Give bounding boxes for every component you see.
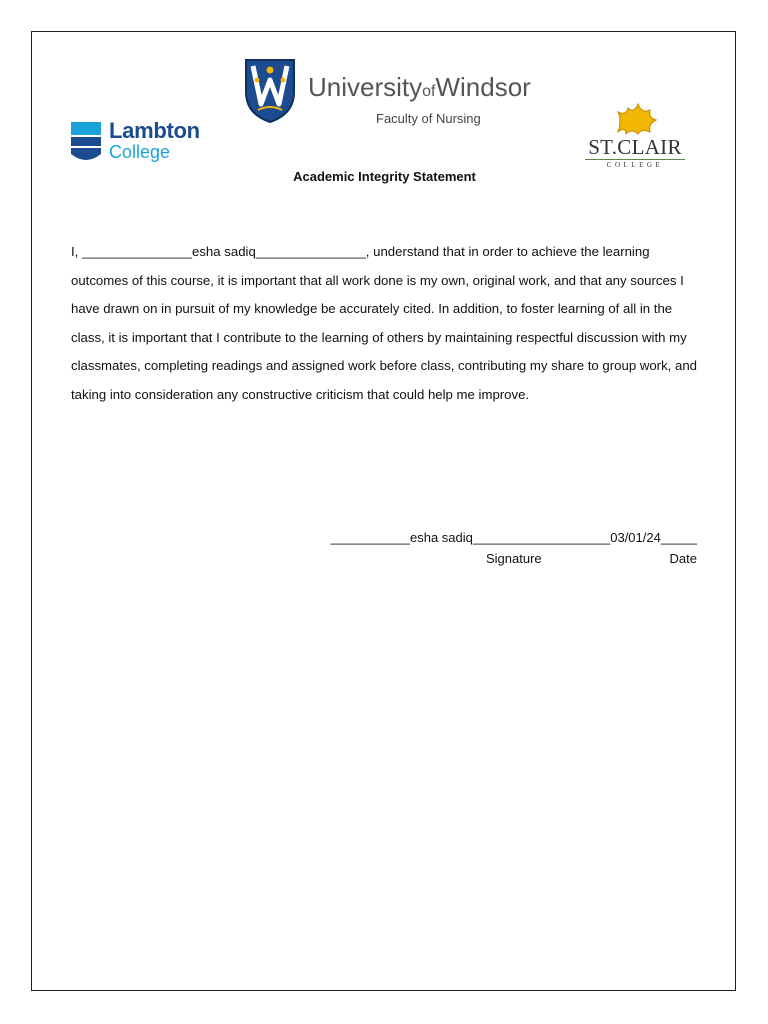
integrity-statement-paragraph: I, _______________esha sadiq_______________, understand that in order to achieve the learning outcomes of this course, it is important that all work done is my own, original work, and that any sources I have drawn on in pursuit of my knowledge be accurately cited. In addition, to foster learning of all in the class, it is important that I contribute to the learning of others by maintaining respectful discussion with my classmates, completing readings and assigned work before class, contributing my share to group work, and taking into consideration any constructive criticism that could help me improve.	[71, 244, 697, 402]
st-clair-college-logo	[580, 102, 690, 172]
university-of-windsor-logo	[244, 58, 564, 128]
lion-emblem-icon	[612, 102, 658, 136]
signature-date-line: ___________esha sadiq___________________03/01/24_____	[330, 530, 697, 545]
windsor-logo-university: University	[308, 72, 423, 102]
windsor-faculty-label: Faculty of Nursing	[376, 111, 481, 126]
lambton-logo-sub: College	[109, 142, 171, 162]
date-label: Date	[669, 551, 697, 566]
lambton-emblem-icon	[71, 122, 101, 164]
windsor-logo-of: of	[422, 83, 436, 100]
st-clair-logo-sub: COLLEGE	[606, 161, 664, 169]
signature-label: Signature	[486, 551, 542, 566]
lambton-college-logo	[71, 120, 221, 170]
document-page	[31, 31, 736, 991]
lambton-logo-name: Lambton	[109, 118, 200, 143]
windsor-logo-name	[308, 72, 531, 103]
document-title: Academic Integrity Statement	[293, 169, 476, 184]
st-clair-logo-name: ST.CLAIR	[588, 135, 682, 159]
windsor-shield-icon	[244, 58, 296, 124]
windsor-logo-city: Windsor	[435, 72, 531, 102]
st-clair-logo-rule	[585, 159, 685, 160]
